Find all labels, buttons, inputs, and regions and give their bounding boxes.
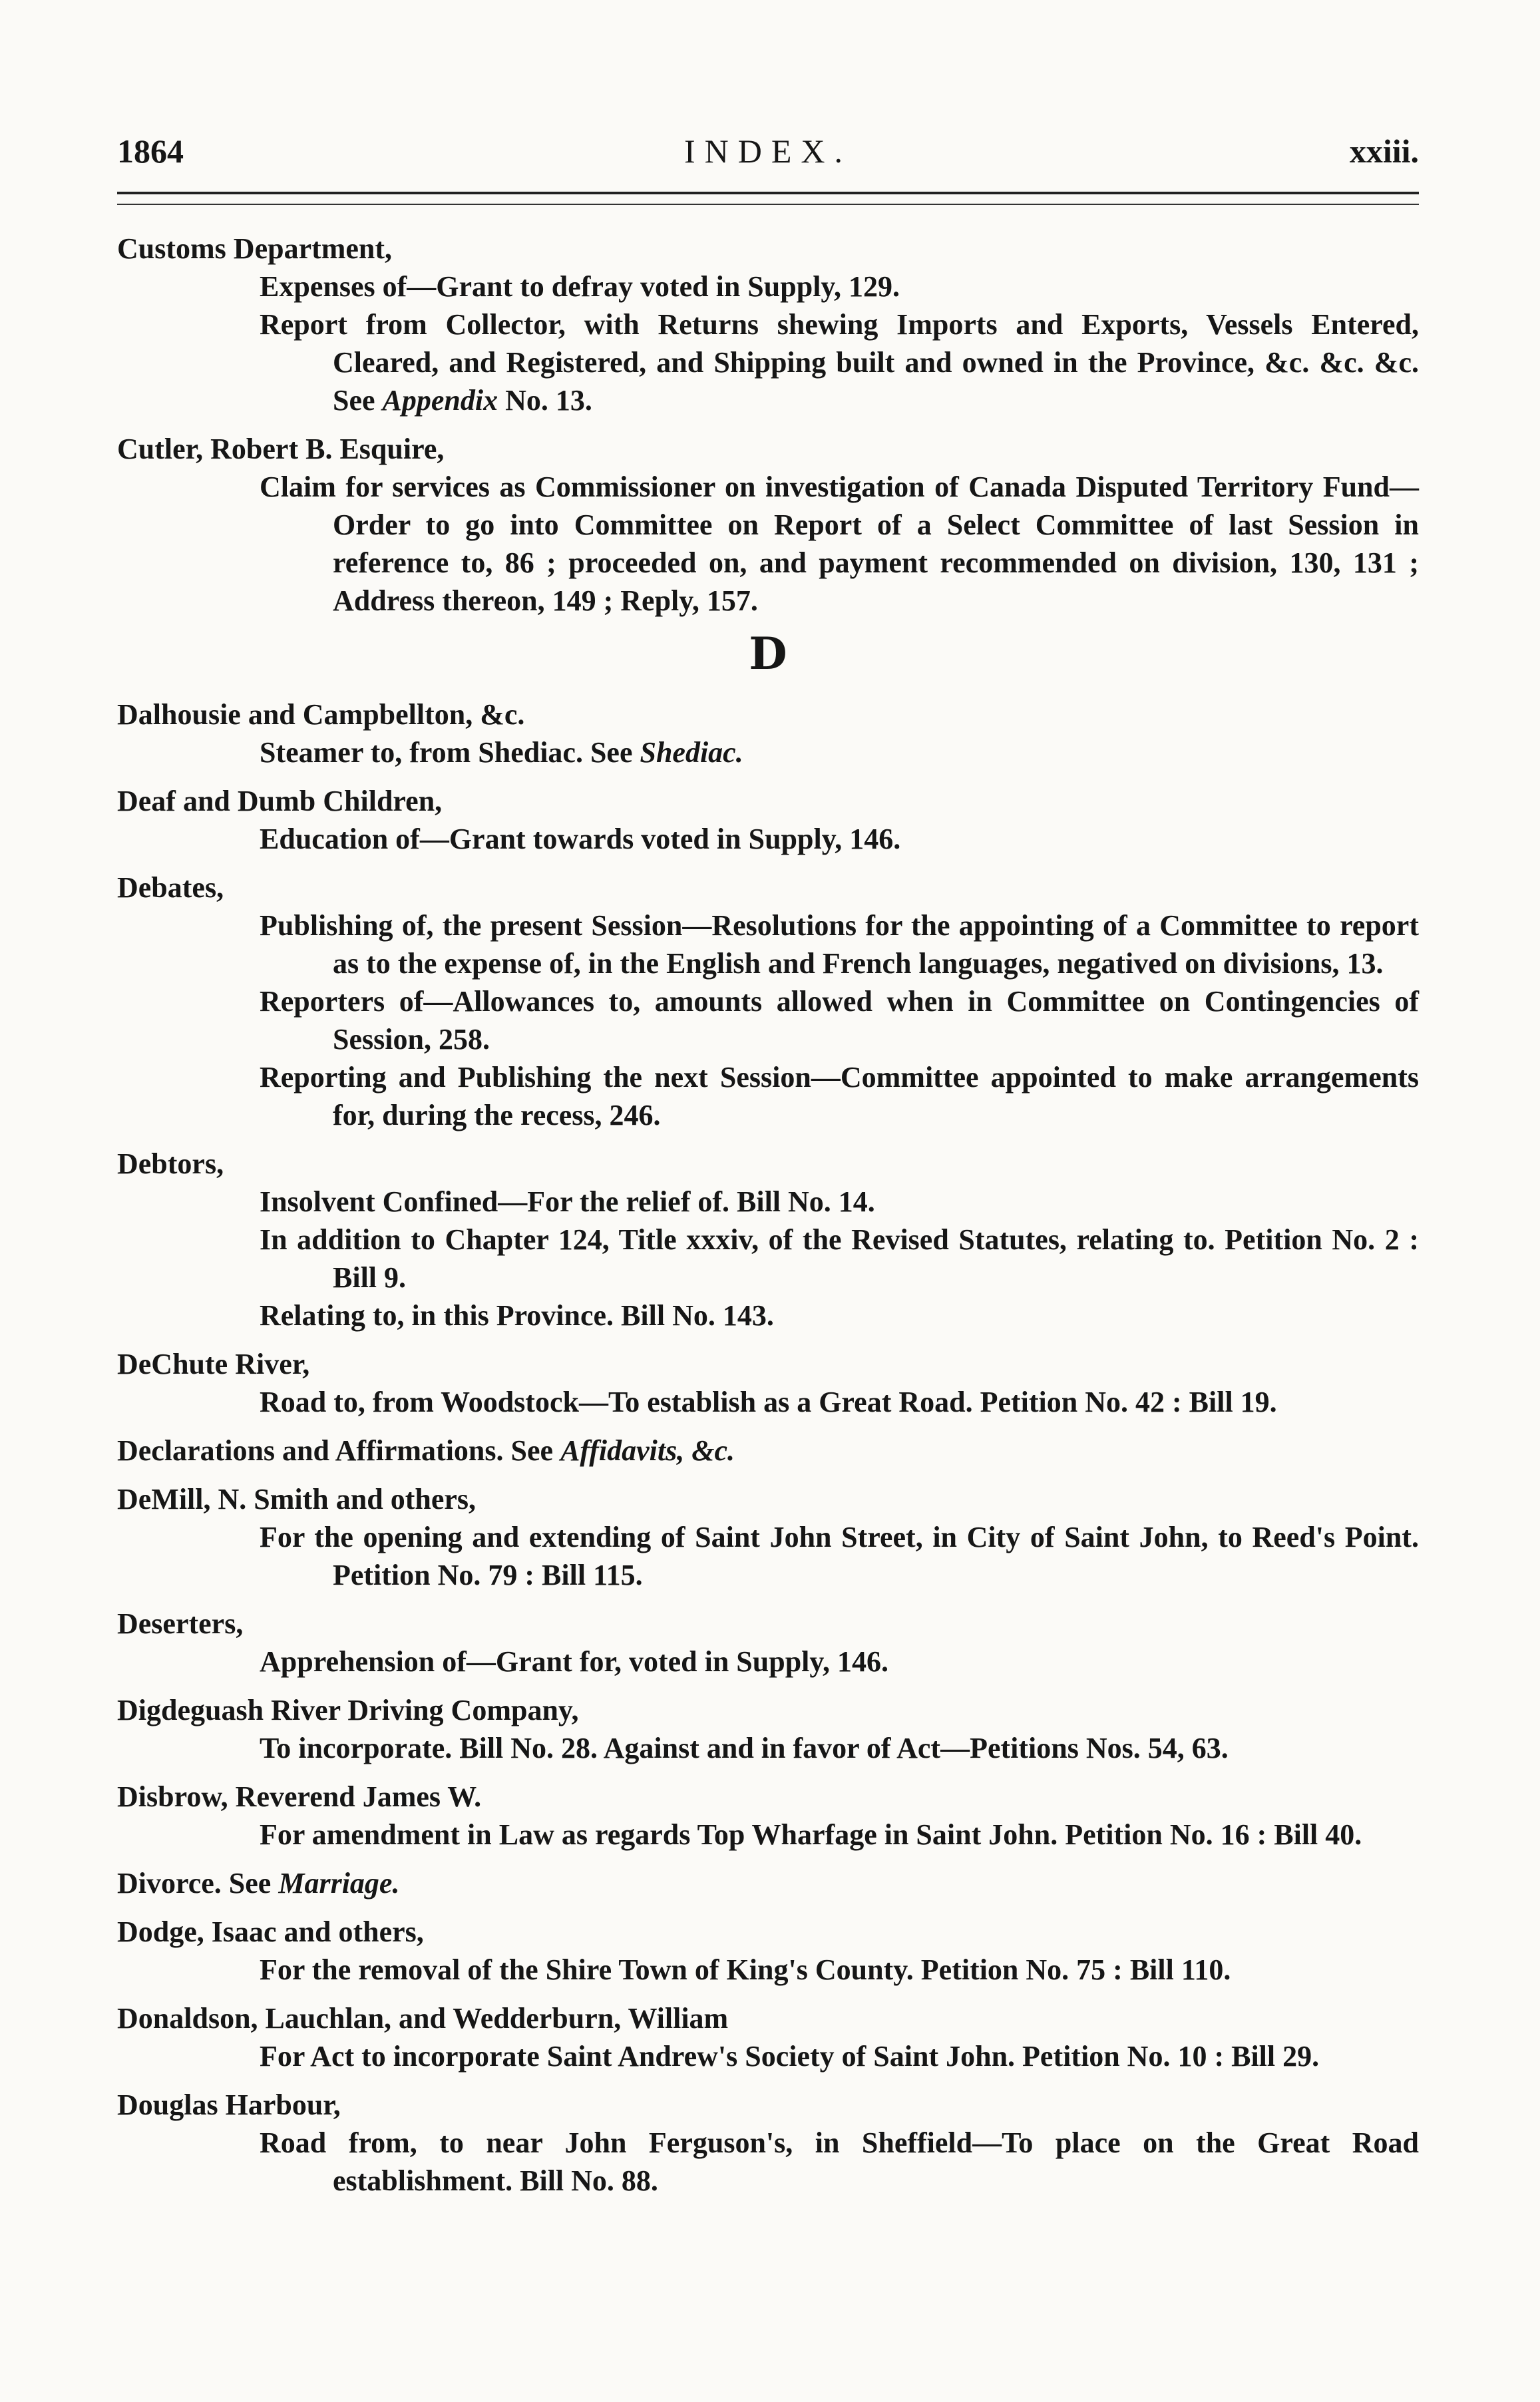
subitem-text: For the removal of the Shire Town of King's County. Petition No. 75 : Bill 110. xyxy=(260,1953,1231,1986)
entry-subitem xyxy=(260,1383,1419,1421)
subitem-text: Education of—Grant towards voted in Supply, 146. xyxy=(260,823,901,855)
entry-heading-crossref: Marriage. xyxy=(278,1867,400,1900)
entry-heading xyxy=(117,1345,1419,1383)
entry-heading-text: DeMill, N. Smith and others, xyxy=(117,1483,476,1515)
entry-subitem xyxy=(260,1643,1419,1681)
entry-heading-text: Digdeguash River Driving Company, xyxy=(117,1694,579,1726)
subitem-text: Publishing of, the present Session—Resolutions for the appointing of a Committee to report as to the expense of, in the English and French languages, negatived on divisions, 13. xyxy=(260,909,1419,980)
entry-heading xyxy=(117,1864,1419,1902)
entry-heading-text: Debtors, xyxy=(117,1147,224,1180)
index-entry xyxy=(117,696,1419,771)
entry-heading-text: Douglas Harbour, xyxy=(117,2089,341,2121)
entry-heading-text: Cutler, Robert B. Esquire, xyxy=(117,433,445,465)
entry-heading xyxy=(117,1145,1419,1183)
subitem-text: Insolvent Confined—For the relief of. Bill No. 14. xyxy=(260,1185,875,1218)
entry-heading-text: Debates, xyxy=(117,871,224,904)
entry-subitem xyxy=(260,1221,1419,1297)
entry-subitem xyxy=(260,820,1419,858)
entries-before-section xyxy=(117,230,1419,620)
subitem-text: Report from Collector, with Returns shewing Imports and Exports, Vessels Entered, Cleared, and Registered, and Shipping built and owned in the Province, &c. &c. &c. See xyxy=(260,308,1419,417)
index-entry xyxy=(117,1999,1419,2075)
entry-heading xyxy=(117,1778,1419,1816)
index-entry xyxy=(117,1778,1419,1854)
index-entry xyxy=(117,230,1419,419)
entry-heading xyxy=(117,869,1419,906)
entry-heading-text: Customs Department, xyxy=(117,232,393,265)
index-entry xyxy=(117,869,1419,1134)
entry-heading-text: Disbrow, Reverend James W. xyxy=(117,1780,482,1813)
index-entry xyxy=(117,2086,1419,2200)
subitem-text: Reporters of—Allowances to, amounts allowed when in Committee on Contingencies of Session, 258. xyxy=(260,985,1419,1056)
entry-subitem xyxy=(260,2124,1419,2200)
entry-heading xyxy=(117,1480,1419,1518)
entry-heading xyxy=(117,1999,1419,2037)
entry-subitem xyxy=(260,268,1419,305)
index-entry xyxy=(117,1480,1419,1594)
entry-subitem xyxy=(260,982,1419,1058)
subitem-text: Relating to, in this Province. Bill No. 143. xyxy=(260,1299,774,1332)
entry-heading xyxy=(117,696,1419,733)
index-entry xyxy=(117,430,1419,620)
entry-heading-text: Dodge, Isaac and others, xyxy=(117,1915,424,1948)
header-page-number: xxiii. xyxy=(1349,132,1419,170)
entry-subitem xyxy=(260,305,1419,419)
subitem-text: Road from, to near John Ferguson's, in Sheffield—To place on the Great Road establishment. Bill No. 88. xyxy=(260,2126,1419,2197)
index-entry xyxy=(117,1864,1419,1902)
entry-heading xyxy=(117,430,1419,468)
entry-heading xyxy=(117,782,1419,820)
entry-heading-crossref: Affidavits, &c. xyxy=(560,1434,735,1467)
entry-subitem xyxy=(260,1183,1419,1221)
entry-subitem xyxy=(260,733,1419,771)
entries-after-section xyxy=(117,696,1419,2200)
index-entry xyxy=(117,1691,1419,1767)
entry-heading xyxy=(117,230,1419,268)
subitem-text: Claim for services as Commissioner on investigation of Canada Disputed Territory Fund—Order to go into Committee on Report of a Select Committee of last Session in reference to, 86 ; proceeded on, and payment recommended on division, 130, 131 ; Address thereon, 149 ; Reply, 157. xyxy=(260,471,1419,617)
entry-heading xyxy=(117,1913,1419,1951)
entry-subitem xyxy=(260,1058,1419,1134)
index-entry xyxy=(117,1345,1419,1421)
entry-heading xyxy=(117,1605,1419,1643)
section-letter-d: D xyxy=(749,628,787,680)
entry-heading-text: Declarations and Affirmations. See xyxy=(117,1434,561,1467)
entry-heading-text: Deaf and Dumb Children, xyxy=(117,785,443,817)
index-entry xyxy=(117,1913,1419,1989)
entry-subitem xyxy=(260,2037,1419,2075)
running-head xyxy=(117,132,1419,178)
entry-heading-text: Deserters, xyxy=(117,1607,244,1640)
entry-heading-text: DeChute River, xyxy=(117,1348,310,1380)
index-entry xyxy=(117,1605,1419,1681)
entry-heading-text: Dalhousie and Campbellton, &c. xyxy=(117,698,525,731)
entry-subitem xyxy=(260,1951,1419,1989)
subitem-text: For amendment in Law as regards Top Wharfage in Saint John. Petition No. 16 : Bill 40. xyxy=(260,1818,1362,1851)
subitem-text: Expenses of—Grant to defray voted in Supply, 129. xyxy=(260,270,900,303)
subitem-text: Reporting and Publishing the next Session—Committee appointed to make arrangements for, during the recess, 246. xyxy=(260,1061,1419,1131)
header-rule xyxy=(117,192,1419,205)
entry-heading xyxy=(117,2086,1419,2124)
entry-heading xyxy=(117,1432,1419,1470)
index-entry xyxy=(117,782,1419,858)
index-entry xyxy=(117,1145,1419,1334)
entry-subitem xyxy=(260,468,1419,620)
entry-subitem xyxy=(260,1297,1419,1334)
subitem-text: To incorporate. Bill No. 28. Against and in favor of Act—Petitions Nos. 54, 63. xyxy=(260,1732,1229,1764)
entry-subitem xyxy=(260,1816,1419,1854)
subitem-text: No. 13. xyxy=(498,384,592,417)
header-year: 1864 xyxy=(117,132,184,170)
subitem-text: Road to, from Woodstock—To establish as a Great Road. Petition No. 42 : Bill 19. xyxy=(260,1386,1277,1418)
entry-subitem xyxy=(260,906,1419,982)
subitem-text: For Act to incorporate Saint Andrew's Society of Saint John. Petition No. 10 : Bill 29. xyxy=(260,2040,1320,2073)
subitem-text: Apprehension of—Grant for, voted in Supply, 146. xyxy=(260,1645,888,1678)
index-entry xyxy=(117,1432,1419,1470)
header-title: INDEX. xyxy=(683,132,853,170)
entry-heading xyxy=(117,1691,1419,1729)
index-entries xyxy=(117,230,1419,2210)
subitem-crossref: Appendix xyxy=(382,384,498,417)
entry-subitem xyxy=(260,1518,1419,1594)
subitem-crossref: Shediac. xyxy=(640,736,743,769)
subitem-text: In addition to Chapter 124, Title xxxiv, of the Revised Statutes, relating to. Petition No. 2 : Bill 9. xyxy=(260,1223,1419,1294)
entry-subitem xyxy=(260,1729,1419,1767)
subitem-text: For the opening and extending of Saint John Street, in City of Saint John, to Reed's Point. Petition No. 79 : Bill 115. xyxy=(260,1521,1419,1591)
subitem-text: Steamer to, from Shediac. See xyxy=(260,736,640,769)
entry-heading-text: Divorce. See xyxy=(117,1867,279,1900)
entry-heading-text: Donaldson, Lauchlan, and Wedderburn, William xyxy=(117,2002,729,2035)
